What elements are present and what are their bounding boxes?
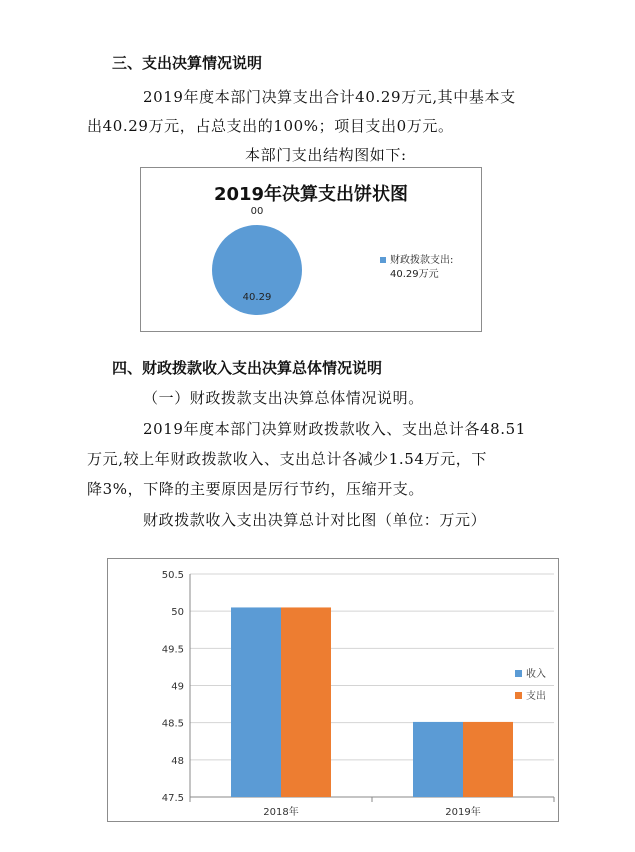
legend-label-1: 支出 — [526, 691, 546, 702]
pie-legend-value: 40.29万元 — [390, 269, 439, 280]
section3-paragraph-line1: 2019年度本部门决算支出合计40.29万元,其中基本支 — [143, 88, 516, 106]
pie-data-label-main: 40.29 — [242, 292, 272, 303]
pie-data-label-zero: 00 — [250, 206, 264, 217]
y-tick-label: 48 — [171, 755, 184, 767]
section4-paragraph-line1: 2019年度本部门决算财政拨款收入、支出总计各48.51 — [143, 420, 526, 438]
y-tick-label: 47.5 — [161, 793, 184, 804]
pie-chart-title: 2019年决算支出饼状图 — [213, 184, 409, 205]
y-tick-label: 48.5 — [161, 718, 184, 730]
section4-paragraph-line2: 万元,较上年财政拨款收入、支出总计各减少1.54万元，下 — [87, 450, 487, 468]
bar-收入-2019年 — [413, 722, 463, 797]
legend-swatch-1 — [515, 692, 522, 699]
x-tick-label: 2019年 — [445, 807, 481, 818]
section4-subheading: （一）财政拨款支出决算总体情况说明。 — [143, 389, 424, 407]
y-tick-label: 50 — [171, 607, 184, 619]
bar-chart-area — [107, 558, 559, 822]
legend-swatch-0 — [515, 670, 522, 677]
bar-支出-2018年 — [281, 607, 331, 797]
section3-heading: 三、支出决算情况说明 — [112, 54, 263, 72]
x-tick-label: 2018年 — [263, 807, 299, 818]
pie-legend-swatch — [380, 257, 386, 263]
bar-支出-2019年 — [463, 722, 513, 797]
y-tick-label: 49 — [171, 681, 184, 693]
bar-收入-2018年 — [231, 607, 281, 797]
y-tick-label: 50.5 — [161, 570, 184, 581]
bar-chart-svg — [108, 559, 558, 821]
section3-paragraph-line2: 出40.29万元，占总支出的100%；项目支出0万元。 — [87, 117, 454, 135]
pie-legend-label: 财政拨款支出: — [390, 255, 454, 266]
y-tick-label: 49.5 — [161, 644, 184, 656]
pie-chart-caption: 本部门支出结构图如下: — [245, 146, 407, 164]
section4-heading: 四、财政拨款收入支出决算总体情况说明 — [112, 359, 383, 377]
bar-chart-caption: 财政拨款收入支出决算总计对比图（单位：万元） — [143, 511, 487, 529]
section4-paragraph-line3: 降3%，下降的主要原因是厉行节约，压缩开支。 — [87, 480, 424, 498]
legend-label-0: 收入 — [526, 669, 546, 680]
pie-chart-area — [140, 167, 482, 332]
